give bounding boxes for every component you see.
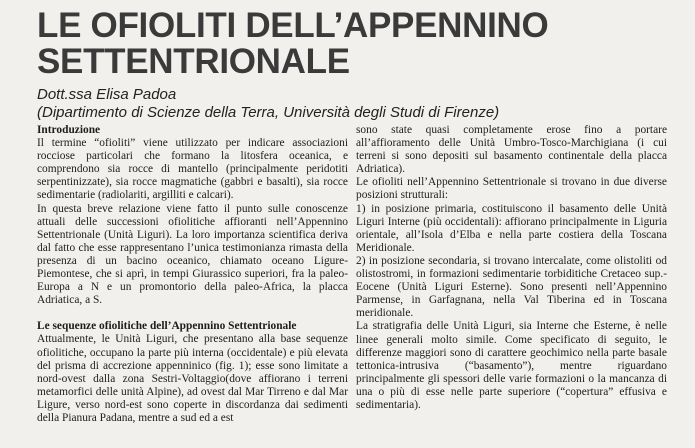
paragraph: Attualmente, le Unità Liguri, che presentano alla base sequenze ofiolitiche, occupano la parte più interna (occidentale) e più elevata del prisma di accrezione appenninico (fig. 1); esse sono limitate a nord-ovest dalla zona Sestri-Voltaggio(dove affiorano i terreni metamorfici delle unità Alpine), ad ovest dal Mar Tirreno e dal Mar Ligure, verso nord-est sono coperte in discordanza dai sedimenti della Pianura Padana, mentre a sud ed a est [37, 333, 348, 424]
paragraph: 1) in posizione primaria, costituiscono il basamento delle Unità Liguri Interne (più occidentali): affiorano principalmente in Liguria orientale, all’Isola d’Elba e nella parte costiera della Toscana Meridionale. [356, 202, 667, 254]
section-heading-sequenze: Le sequenze ofiolitiche dell’Appennino Settentrionale [37, 320, 297, 333]
left-column [37, 124, 348, 448]
title-line-2: SETTENTRIONALE [37, 42, 350, 81]
title-line-1: LE OFIOLITI DELL’APPENNINO [37, 6, 549, 45]
paragraph: Le ofioliti nell’Appennino Settentrionale si trovano in due diverse posizioni strutturali: [356, 176, 667, 202]
section-heading-introduzione: Introduzione [37, 124, 101, 136]
author-affiliation: (Dipartimento di Scienze della Terra, Università degli Studi di Firenze) [37, 104, 500, 121]
paragraph: 2) in posizione secondaria, si trovano intercalate, come olistoliti od olistostromi, in formazioni sedimentarie torbiditiche Cretaceo sup.-Eocene (Unità Liguri Esterne). Sono presenti nell’Appennino Parmense, in Garfagnana, nella Val Tiberina ed in Toscana meridionale. [356, 254, 667, 320]
article-title [37, 8, 687, 80]
author-block [37, 86, 687, 122]
author-name: Dott.ssa Elisa Padoa [37, 86, 177, 103]
paragraph: La stratigrafia delle Unità Liguri, sia Interne che Esterne, è nelle linee generali molto simile. Come specificato di seguito, le differenze maggiori sono di carattere geochimico nella parte basale tettonica-intrusiva (“basamento”), mentre riguardano principalmente gli spessori delle varie formazioni o la mancanza di una o più di esse nelle parte superiore (“copertura” effusiva e sedimentaria). [356, 320, 667, 411]
paragraph: In questa breve relazione viene fatto il punto sulle conoscenze attuali delle successioni ofiolitiche affioranti nell’Appennino Settentrionale (Unità Liguri). La loro importanza scientifica deriva dal fatto che esse rappresentano l’unica testimonianza rimasta della presenza di un bacino oceanico, chiamato oceano Ligure-Piemontese, che si aprì, in tempi Giurassico superiori, fra la paleo-Europa a N e un promontorio della paleo-Africa, la placca Adriatica, a S. [37, 202, 348, 307]
paragraph: Il termine “ofioliti” viene utilizzato per indicare associazioni rocciose particolari che formano la litosfera oceanica, e comprendono sia rocce di mantello (principalmente peridotiti serpentinizzate), sia rocce magmatiche (gabbri e basalti), sia rocce sedimentarie (radiolariti, argilliti e calcari). [37, 137, 348, 202]
spacer [37, 307, 348, 320]
paragraph: sono state quasi completamente erose fino a portare all’affioramento delle Unità Umbro-Tosco-Marchigiana (i cui terreni si sono depositi sul basamento continentale della placca Adriatica). [356, 124, 667, 176]
right-column [356, 124, 667, 448]
